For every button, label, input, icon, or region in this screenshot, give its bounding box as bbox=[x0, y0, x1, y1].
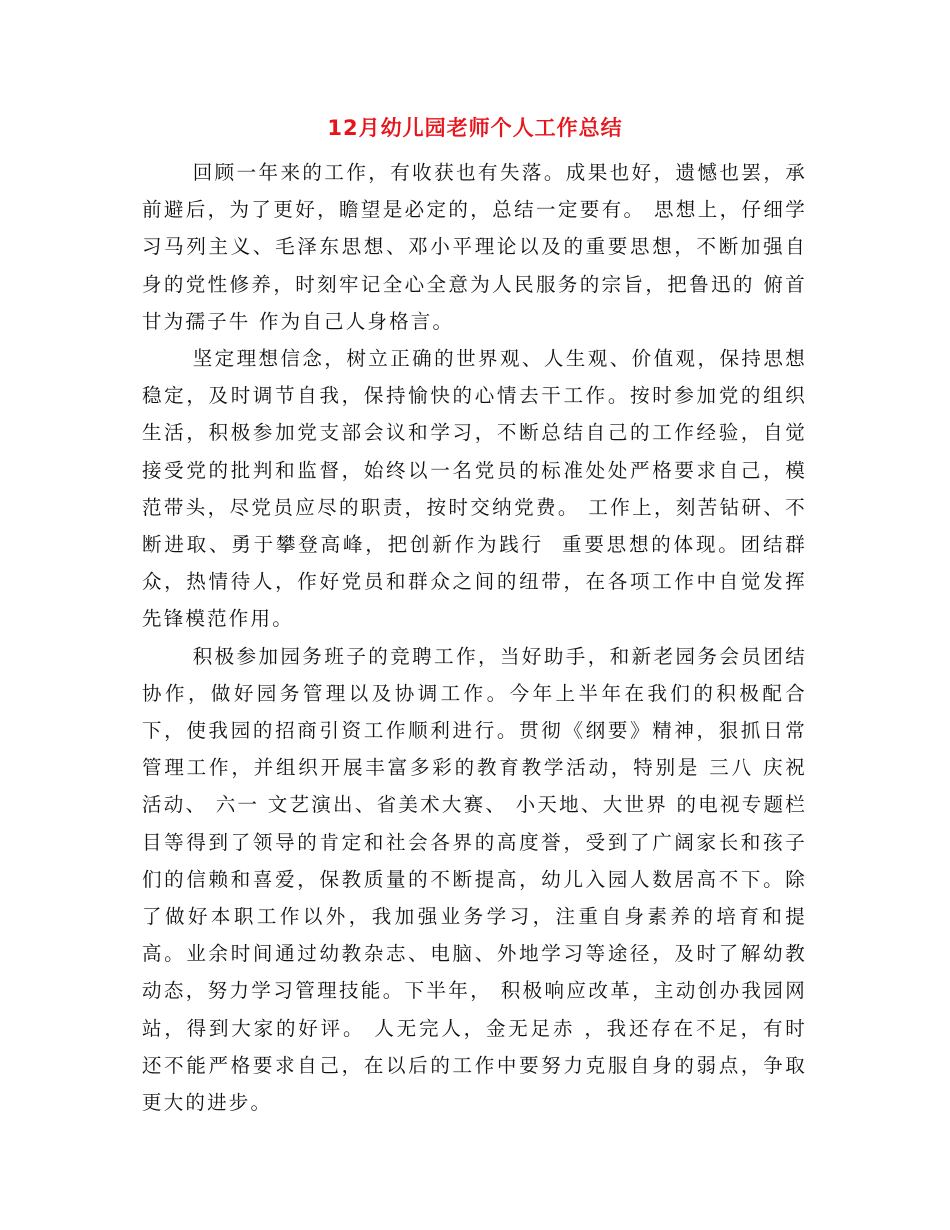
paragraph-2: 坚定理想信念，树立正确的世界观、人生观、价值观，保持思想稳定，及时调节自我，保持愉快的心情去干工作。按时参加党的组织生活，积极参加党支部会议和学习，不断总结自己的工作经验，自觉接受党的批判和监督，始终以一名党员的标准处处严格要求自己，模范带头，尽党员应尽的职责，按时交纳党费。 工作上，刻苦钻研、不断进取、勇于攀登高峰，把创新作为践行 重要思想的体现。团结群众，热情待人，作好党员和群众之间的纽带，在各项工作中自觉发挥先锋模范作用。 bbox=[142, 347, 807, 631]
document-title: 12月幼儿园老师个人工作总结 bbox=[327, 116, 623, 140]
document-body bbox=[142, 154, 807, 1121]
paragraph-1: 回顾一年来的工作，有收获也有失落。成果也好，遗憾也罢，承前避后，为了更好，瞻望是必定的，总结一定要有。 思想上，仔细学习马列主义、毛泽东思想、邓小平理论以及的重要思想，不断加强自身的党性修养，时刻牢记全心全意为人民服务的宗旨，把鲁迅的 俯首甘为孺子牛 作为自己人身格言。 bbox=[142, 161, 807, 333]
paragraph-3: 积极参加园务班子的竞聘工作，当好助手，和新老园务会员团结协作，做好园务管理以及协调工作。今年上半年在我们的积极配合下，使我园的招商引资工作顺利进行。贯彻《纲要》精神，狠抓日常管理工作，并组织开展丰富多彩的教育教学活动，特别是 三八 庆祝活动、 六一 文艺演出、省美术大赛、 小天地、大世界 的电视专题栏目等得到了领导的肯定和社会各界的高度誉，受到了广阔家长和孩子们的信赖和喜爱，保教质量的不断提高，幼儿入园人数居高不下。除了做好本职工作以外，我加强业务学习，注重自身素养的培育和提高。业余时间通过幼教杂志、电脑、外地学习等途径，及时了解幼教动态，努力学习管理技能。下半年， 积极响应改革，主动创办我园网站，得到大家的好评。 人无完人，金无足赤 ，我还存在不足，有时还不能严格要求自己，在以后的工作中要努力克服自身的弱点，争取更大的进步。 bbox=[142, 644, 807, 1115]
